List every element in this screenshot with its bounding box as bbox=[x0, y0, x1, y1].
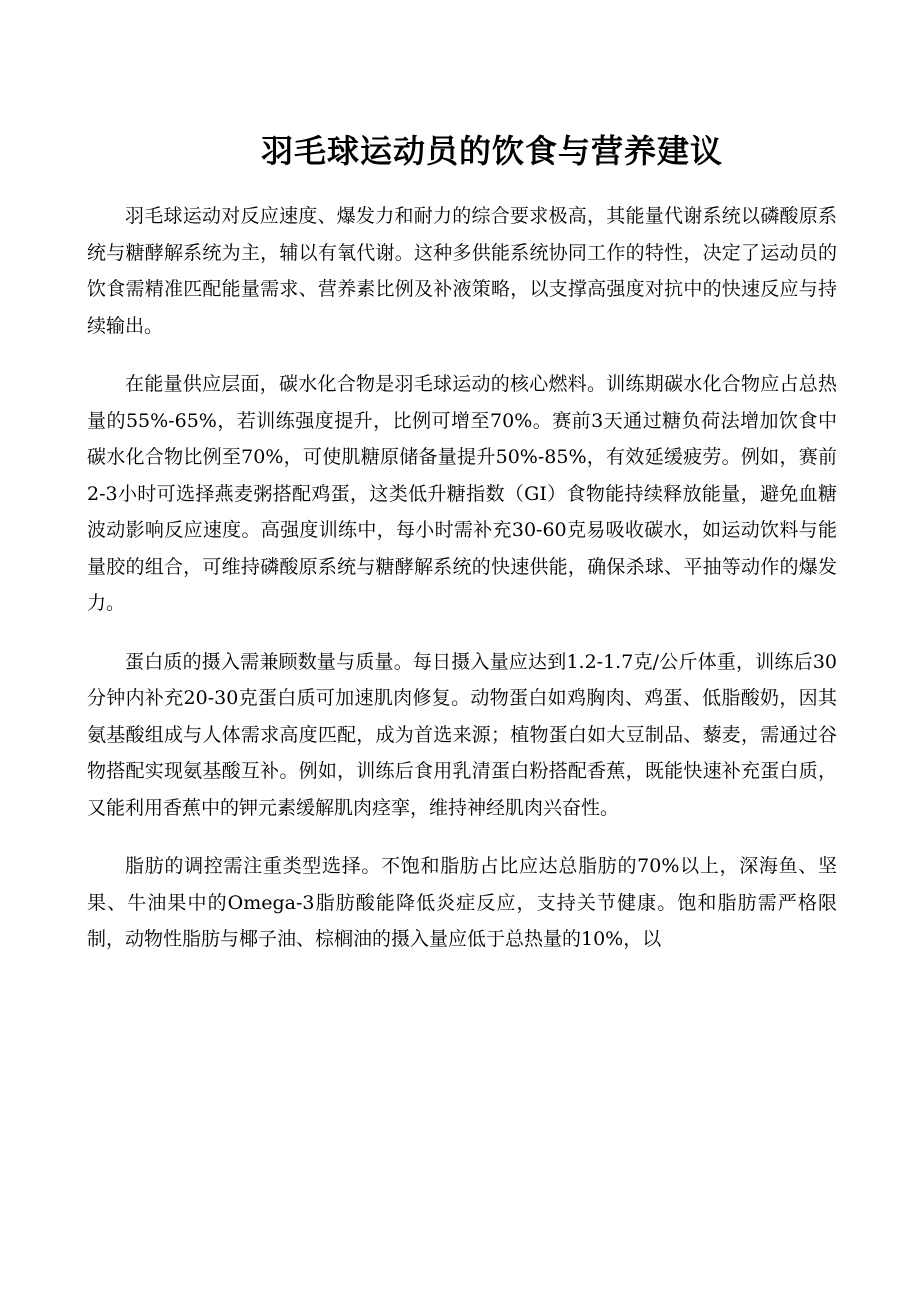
document-title: 羽毛球运动员的饮食与营养建议 bbox=[260, 132, 723, 170]
paragraph-intro: 羽毛球运动对反应速度、爆发力和耐力的综合要求极高，其能量代谢系统以磷酸原系统与糖酵解系统为主，辅以有氧代谢。这种多供能系统协同工作的特性，决定了运动员的饮食需精准匹配能量需求、营养素比例及补液策略，以支撑高强度对抗中的快速反应与持续输出。 bbox=[87, 205, 837, 337]
document-body bbox=[87, 198, 837, 980]
paragraph-carbohydrates: 在能量供应层面，碳水化合物是羽毛球运动的核心燃料。训练期碳水化合物应占总热量的55%-65%，若训练强度提升，比例可增至70%。赛前3天通过糖负荷法增加饮食中碳水化合物比例至70%，可使肌糖原储备量提升50%-85%，有效延缓疲劳。例如，赛前2-3小时可选择燕麦粥搭配鸡蛋，这类低升糖指数（GI）食物能持续释放能量，避免血糖波动影响反应速度。高强度训练中，每小时需补充30-60克易吸收碳水，如运动饮料与能量胶的组合，可维持磷酸原系统与糖酵解系统的快速供能，确保杀球、平抽等动作的爆发力。 bbox=[87, 373, 837, 614]
paragraph-fat: 脂肪的调控需注重类型选择。不饱和脂肪占比应达总脂肪的70%以上，深海鱼、坚果、牛油果中的Omega-3脂肪酸能降低炎症反应，支持关节健康。饱和脂肪需严格限制，动物性脂肪与椰子油、棕榈油的摄入量应低于总热量的10%，以 bbox=[87, 855, 837, 950]
paragraph-protein: 蛋白质的摄入需兼顾数量与质量。每日摄入量应达到1.2-1.7克/公斤体重，训练后30分钟内补充20-30克蛋白质可加速肌肉修复。动物蛋白如鸡胸肉、鸡蛋、低脂酸奶，因其氨基酸组成与人体需求高度匹配，成为首选来源；植物蛋白如大豆制品、藜麦，需通过谷物搭配实现氨基酸互补。例如，训练后食用乳清蛋白粉搭配香蕉，既能快速补充蛋白质，又能利用香蕉中的钾元素缓解肌肉痉挛，维持神经肌肉兴奋性。 bbox=[87, 650, 837, 819]
